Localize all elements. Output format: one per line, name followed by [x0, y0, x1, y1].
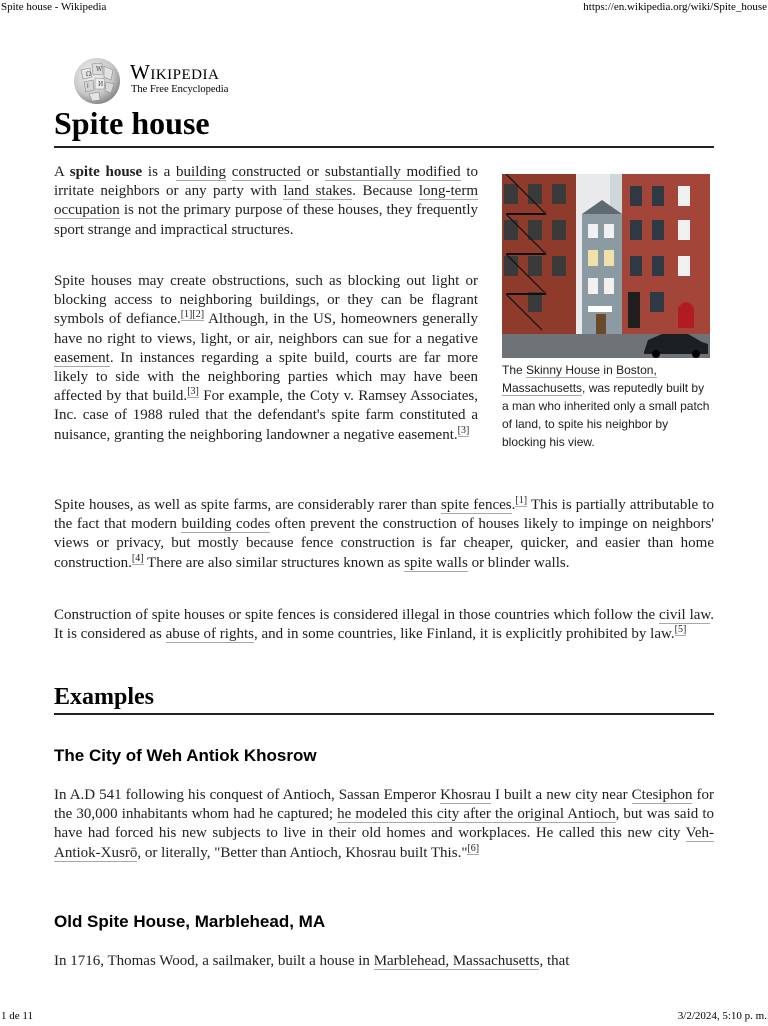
- text: . In instances regarding a spite build, courts are far more likely to side with the neighboring parties which may have been affected by that build.: [54, 349, 478, 405]
- text: is not the primary purpose of these houses, they frequently sport strange and impractical structures.: [54, 202, 478, 238]
- link-skinny-house[interactable]: Skinny House: [526, 363, 601, 377]
- intro-paragraph-2: [54, 272, 478, 445]
- title-divider: [54, 146, 714, 148]
- link-khosrau[interactable]: Khosrau: [440, 787, 491, 803]
- svg-text:ا: ا: [87, 83, 89, 90]
- intro-paragraph-1: [54, 163, 478, 240]
- wikipedia-tagline: The Free Encyclopedia: [131, 84, 229, 95]
- reference-link[interactable]: [3]: [457, 424, 470, 436]
- print-timestamp: 3/2/2024, 5:10 p. m.: [677, 1010, 767, 1022]
- print-page-count: 1 de 11: [1, 1010, 33, 1022]
- section-heading-examples: Examples: [54, 684, 155, 710]
- link-land-stakes[interactable]: land stakes: [283, 183, 353, 200]
- print-header: [0, 1, 768, 17]
- text: or: [300, 164, 325, 180]
- reference-link[interactable]: [2]: [192, 309, 205, 321]
- link-veh-antiok-xusro[interactable]: Veh-Antiok-Xusrō: [54, 825, 714, 861]
- text: For example, the Coty v. Ramsey Associates, Inc. case of 1988 ruled that the defendant's spite farm constituted a nuisance, granting the neighboring landowner a negative easement.: [54, 388, 478, 443]
- text: There are also similar structures known as: [143, 554, 405, 571]
- bold-term: spite house: [69, 164, 143, 180]
- text: in: [600, 363, 617, 377]
- text: Spite houses may create obstructions, such as blocking out light or blocking access to neighboring buildings, or they can be flagrant symbols of defiance.: [54, 273, 478, 328]
- link-spite-fences[interactable]: spite fences: [440, 497, 512, 513]
- subsection-paragraph-old-spite-house: [54, 952, 714, 971]
- link-substantially-modified[interactable]: substantially modified: [324, 164, 461, 180]
- link-building-codes[interactable]: building codes: [181, 516, 271, 533]
- reference-link[interactable]: [5]: [674, 624, 687, 636]
- text: to irritate neighbors or any party with: [54, 164, 479, 200]
- link-ctesiphon[interactable]: Ctesiphon: [631, 787, 693, 803]
- text: is a: [142, 164, 177, 180]
- intro-paragraph-3: [54, 496, 714, 573]
- link-boston-massachusetts[interactable]: Boston, Massachusetts: [502, 363, 657, 395]
- reference-link[interactable]: [3]: [187, 386, 199, 398]
- text: . Because: [352, 183, 419, 200]
- page-title: Spite house: [54, 105, 210, 141]
- text: , that: [539, 953, 570, 969]
- text: , but was said to have had forced his new subjects to live in their old homes and workplaces. He called this new city: [54, 806, 714, 842]
- reference-link[interactable]: [1]: [180, 309, 193, 321]
- reference-link[interactable]: [6]: [467, 842, 480, 854]
- text: [226, 164, 232, 180]
- text: Construction of spite houses or spite fences is considered illegal in those countries which follow the: [54, 607, 660, 623]
- skinny-house-figure: [502, 174, 710, 451]
- text: Spite houses, as well as spite farms, are considerably rarer than: [54, 497, 441, 513]
- link-building[interactable]: building: [176, 164, 227, 180]
- text: , or literally, "Better than Antioch, Khosrau built This.": [137, 844, 468, 861]
- subsection-heading-old-spite-house: Old Spite House, Marblehead, MA: [54, 912, 326, 931]
- reference-link[interactable]: [4]: [131, 552, 144, 564]
- link-constructed[interactable]: constructed: [231, 164, 301, 180]
- svg-text:И: И: [98, 81, 104, 88]
- text: I built a new city near: [490, 787, 632, 803]
- subsection-paragraph-weh-antiok: [54, 786, 714, 863]
- link-easement[interactable]: easement: [54, 349, 110, 366]
- subsection-heading-weh-antiok: The City of Weh Antiok Khosrow: [54, 746, 317, 765]
- text: , and in some countries, like Finland, it is explicitly prohibited by law.: [253, 626, 675, 643]
- text: The: [502, 363, 527, 377]
- text: .: [511, 497, 516, 513]
- text: often prevent the construction of houses likely to impinge on neighbors' views or privacy, but mostly because fence construction is far cheaper, quicker, and easier than home construction.: [54, 516, 714, 571]
- text: . It is considered as: [54, 607, 715, 643]
- reference-link[interactable]: [1]: [515, 495, 528, 506]
- wikipedia-logo[interactable]: [72, 56, 252, 104]
- print-tab-title: Spite house - Wikipedia: [1, 1, 107, 13]
- intro-paragraph-4: [54, 606, 714, 644]
- link-spite-walls[interactable]: spite walls: [404, 554, 468, 571]
- text: for the 30,000 inhabitants whom had he captured;: [54, 787, 715, 823]
- link-abuse-of-rights[interactable]: abuse of rights: [165, 626, 254, 643]
- text: or blinder walls.: [467, 554, 570, 571]
- text: , was reputedly built by a man who inherited only a small patch of land, to spite his neighbor by blocking his view.: [502, 381, 710, 449]
- wikipedia-wordmark: Wikipedia: [130, 60, 220, 84]
- skinny-house-photo[interactable]: [502, 174, 710, 358]
- link-marblehead-massachusetts[interactable]: Marblehead, Massachusetts: [373, 953, 540, 969]
- wikipedia-globe-icon: [72, 56, 122, 106]
- text: In A.D 541 following his conquest of Antioch, Sassan Emperor: [54, 787, 441, 803]
- link-original-antioch[interactable]: he modeled this city after the original Antioch: [337, 806, 616, 823]
- link-long-term-occupation[interactable]: long-term occupation: [54, 183, 478, 219]
- text: In 1716, Thomas Wood, a sailmaker, built a house in: [54, 953, 374, 969]
- link-civil-law[interactable]: civil law: [659, 607, 711, 623]
- text: Although, in the US, homeowners generally have no right to views, light, or air, neighbors can sue for a negative: [54, 311, 478, 347]
- print-url: https://en.wikipedia.org/wiki/Spite_house: [583, 1, 767, 13]
- section-divider: [54, 713, 714, 715]
- text: This is partially attributable to the fact that modern: [54, 497, 714, 533]
- text: A: [54, 164, 70, 180]
- svg-text:W: W: [96, 66, 103, 73]
- figure-caption: [502, 361, 710, 451]
- svg-text:Ω: Ω: [86, 71, 91, 78]
